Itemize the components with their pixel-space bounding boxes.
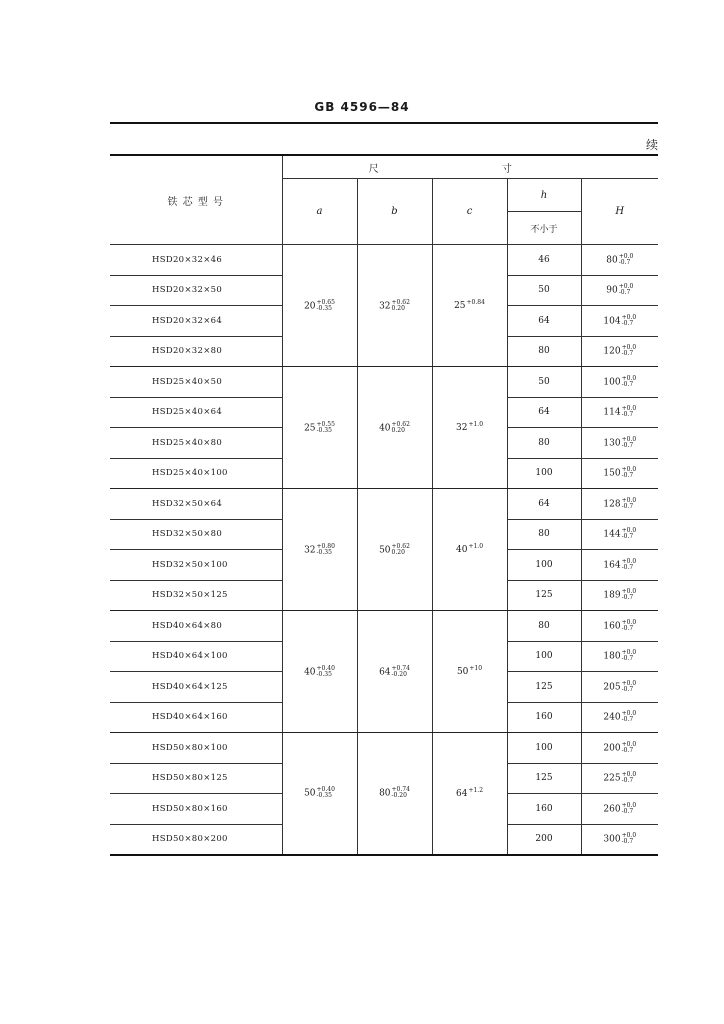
tolerance — [317, 787, 335, 799]
tolerance-upper: +0.0 — [621, 588, 637, 596]
tolerance-lower: 0.20 — [391, 304, 405, 312]
header-b: b — [357, 179, 432, 245]
tolerance-lower: -0.7 — [621, 502, 634, 510]
dim-a-cell-nominal: 32 — [304, 545, 316, 555]
tolerance — [622, 803, 637, 815]
tolerance — [622, 437, 637, 449]
dim-a-cell-nominal: 25 — [304, 423, 316, 433]
tolerance — [622, 528, 637, 540]
tolerance-upper: +0.0 — [621, 649, 637, 657]
tolerance-lower: -0.7 — [621, 746, 634, 754]
tolerance — [468, 422, 483, 428]
dim-H-nominal: 128 — [603, 499, 621, 510]
dim-c-cell — [432, 733, 507, 855]
dim-b-cell — [357, 611, 432, 733]
tolerance-upper: +0.0 — [621, 679, 637, 687]
tolerance-lower: -0.7 — [621, 655, 634, 663]
tolerance — [622, 498, 637, 510]
tolerance — [317, 422, 335, 434]
core-model-cell: HSD40×64×80 — [110, 611, 282, 642]
dim-a-cell — [282, 611, 357, 733]
table-row — [110, 733, 658, 764]
core-model-cell: HSD40×64×125 — [110, 672, 282, 703]
tolerance-upper: +10 — [469, 665, 483, 672]
tolerance-lower: -0.7 — [621, 533, 634, 541]
tolerance-lower: -0.35 — [316, 426, 332, 434]
tolerance-lower: -0.7 — [621, 716, 634, 724]
tolerance-upper: +0.0 — [621, 527, 637, 535]
tolerance — [622, 681, 637, 693]
dim-H-nominal: 240 — [603, 712, 621, 723]
tolerance-upper: +1.0 — [468, 543, 484, 550]
table-row — [110, 489, 658, 520]
tolerance-lower: -0.7 — [618, 289, 631, 297]
tolerance — [317, 666, 335, 678]
dim-c-cell-nominal: 40 — [455, 545, 468, 555]
tolerance — [622, 315, 637, 327]
dim-c-cell-nominal: 64 — [455, 788, 468, 799]
tolerance — [622, 711, 637, 723]
header-h-sub: 不小于 — [507, 212, 581, 245]
dim-H-nominal: 100 — [603, 377, 621, 388]
tolerance-upper: +0.0 — [621, 801, 637, 809]
tolerance — [392, 787, 410, 799]
tolerance-upper: +1.0 — [468, 421, 484, 428]
dim-H-cell — [581, 458, 658, 489]
dim-h-cell: 50 — [507, 367, 581, 398]
dim-a-cell-nominal: 50 — [304, 788, 316, 799]
tolerance-upper: +0.0 — [621, 405, 637, 413]
tolerance-upper: +0.0 — [621, 344, 637, 352]
tolerance-lower: 0.20 — [391, 426, 405, 434]
dim-H-nominal: 180 — [603, 651, 621, 662]
dim-c-cell-nominal: 25 — [454, 301, 466, 311]
dim-h-cell: 200 — [507, 824, 581, 855]
tolerance-upper: +0.0 — [621, 496, 637, 504]
tolerance-upper: +0.0 — [621, 740, 637, 748]
core-model-cell: HSD40×64×100 — [110, 641, 282, 672]
tolerance-lower: -0.7 — [618, 258, 631, 266]
dim-c-cell-nominal: 32 — [455, 423, 468, 433]
tolerance — [622, 833, 637, 845]
tolerance — [469, 666, 482, 672]
dim-H-cell — [581, 367, 658, 398]
tolerance-upper: +0.84 — [466, 299, 485, 306]
dim-H-cell — [581, 489, 658, 520]
dim-H-nominal: 300 — [603, 834, 621, 845]
dim-H-cell — [581, 641, 658, 672]
dim-H-nominal: 144 — [603, 529, 621, 540]
dim-H-cell — [581, 580, 658, 611]
tolerance — [622, 589, 637, 601]
tolerance — [468, 544, 483, 550]
tolerance-upper: +0.80 — [316, 542, 335, 550]
dim-H-nominal: 80 — [606, 255, 618, 266]
dim-h-cell: 80 — [507, 611, 581, 642]
tolerance — [622, 467, 637, 479]
dim-b-cell — [357, 245, 432, 367]
tolerance — [317, 300, 335, 312]
tolerance-upper: +0.40 — [316, 786, 335, 794]
core-model-cell: HSD20×32×46 — [110, 245, 282, 276]
tolerance — [622, 559, 637, 571]
tolerance — [392, 422, 410, 434]
core-model-cell: HSD25×40×64 — [110, 397, 282, 428]
dim-h-cell: 80 — [507, 336, 581, 367]
dim-H-nominal: 164 — [603, 560, 621, 571]
core-model-cell: HSD40×64×160 — [110, 702, 282, 733]
core-model-cell: HSD20×32×50 — [110, 275, 282, 306]
continued-label: 续 — [645, 138, 658, 152]
tolerance — [622, 650, 637, 662]
dim-H-nominal: 120 — [603, 346, 621, 357]
dim-H-nominal: 104 — [603, 316, 621, 327]
dim-H-cell — [581, 763, 658, 794]
tolerance-lower: -0.35 — [316, 670, 332, 678]
dim-h-cell: 125 — [507, 763, 581, 794]
standard-title: GB 4596—84 — [314, 100, 410, 114]
dim-a-cell — [282, 245, 357, 367]
tolerance-upper: +1.2 — [468, 786, 484, 794]
dim-c-cell — [432, 489, 507, 611]
tolerance — [622, 406, 637, 418]
table-row — [110, 245, 658, 276]
dim-h-cell: 46 — [507, 245, 581, 276]
tolerance — [622, 620, 637, 632]
tolerance-upper: +0.65 — [316, 298, 335, 306]
tolerance-lower: -0.7 — [621, 838, 634, 845]
dim-H-nominal: 205 — [603, 682, 621, 693]
tolerance-upper: +0.74 — [391, 664, 410, 672]
dim-c-cell — [432, 245, 507, 367]
table-body — [110, 245, 658, 855]
dim-h-cell: 64 — [507, 306, 581, 337]
dim-h-cell: 80 — [507, 519, 581, 550]
dim-H-cell — [581, 306, 658, 337]
dim-H-nominal: 90 — [606, 285, 618, 296]
tolerance-upper: +0.62 — [391, 420, 410, 428]
core-model-cell: HSD25×40×80 — [110, 428, 282, 459]
tolerance-lower: -0.7 — [621, 777, 634, 785]
core-model-cell: HSD32×50×100 — [110, 550, 282, 581]
core-model-cell: HSD50×80×100 — [110, 733, 282, 764]
header-dimensions: 尺 寸 — [282, 155, 658, 179]
dim-c-cell-nominal: 50 — [456, 667, 469, 677]
dim-h-cell: 64 — [507, 397, 581, 428]
dim-h-cell: 100 — [507, 733, 581, 764]
dimension-table — [110, 154, 658, 856]
dim-H-nominal: 150 — [603, 468, 621, 479]
dim-c-cell — [432, 367, 507, 489]
dim-a-cell-nominal: 40 — [304, 667, 316, 677]
tolerance — [468, 788, 483, 794]
dim-H-cell — [581, 611, 658, 642]
table-row — [110, 611, 658, 642]
header-h: h — [507, 179, 581, 212]
tolerance-lower: -0.7 — [621, 350, 634, 358]
dim-a-cell-nominal: 20 — [304, 301, 316, 311]
dim-b-cell-nominal: 50 — [379, 545, 391, 555]
dim-H-nominal: 200 — [603, 743, 621, 754]
tolerance — [622, 345, 637, 357]
dim-b-cell-nominal: 32 — [379, 301, 391, 311]
tolerance-upper: +0.0 — [621, 710, 637, 718]
dim-H-cell — [581, 397, 658, 428]
table-row — [110, 367, 658, 398]
dim-H-cell — [581, 428, 658, 459]
dim-H-cell — [581, 336, 658, 367]
tolerance-upper: +0.0 — [621, 618, 637, 626]
tolerance — [622, 376, 637, 388]
tolerance — [392, 544, 410, 556]
tolerance-lower: -0.20 — [391, 670, 407, 678]
dim-a-cell — [282, 367, 357, 489]
header-H: H — [581, 179, 658, 245]
tolerance-lower: -0.35 — [316, 304, 332, 312]
tolerance-lower: -0.7 — [621, 380, 634, 388]
tolerance — [392, 300, 410, 312]
tolerance-upper: +0.74 — [391, 786, 410, 794]
dim-H-cell — [581, 672, 658, 703]
tolerance — [619, 254, 634, 266]
tolerance — [467, 300, 485, 306]
core-model-cell: HSD32×50×125 — [110, 580, 282, 611]
dim-b-cell — [357, 367, 432, 489]
tolerance-lower: -0.7 — [621, 411, 634, 419]
dim-h-cell: 50 — [507, 275, 581, 306]
tolerance-lower: -0.35 — [316, 548, 332, 556]
tolerance-upper: +0.62 — [391, 298, 410, 306]
top-rule — [110, 122, 658, 124]
tolerance-lower: 0.20 — [391, 548, 405, 556]
tolerance-lower: -0.20 — [391, 792, 407, 800]
tolerance-upper: +0.62 — [391, 542, 410, 550]
tolerance-lower: -0.7 — [621, 563, 634, 571]
dim-h-cell: 64 — [507, 489, 581, 520]
dim-b-cell — [357, 733, 432, 855]
tolerance-upper: +0.0 — [621, 466, 637, 474]
tolerance-lower: -0.7 — [621, 472, 634, 480]
tolerance-lower: -0.7 — [621, 594, 634, 602]
core-model-cell: HSD32×50×80 — [110, 519, 282, 550]
tolerance-lower: -0.7 — [621, 319, 634, 327]
dim-b-cell-nominal: 80 — [379, 788, 391, 799]
dim-b-cell-nominal: 40 — [379, 423, 391, 433]
tolerance-upper: +0.55 — [316, 420, 335, 428]
dim-H-nominal: 130 — [603, 438, 621, 449]
tolerance — [392, 666, 410, 678]
tolerance-lower: -0.7 — [621, 441, 634, 449]
dim-b-cell — [357, 489, 432, 611]
dim-h-cell: 100 — [507, 550, 581, 581]
dim-H-cell — [581, 245, 658, 276]
dim-h-cell: 100 — [507, 641, 581, 672]
dim-H-cell — [581, 702, 658, 733]
header-c: c — [432, 179, 507, 245]
dim-a-cell — [282, 733, 357, 855]
tolerance-upper: +0.0 — [621, 313, 637, 321]
dim-h-cell: 125 — [507, 672, 581, 703]
dim-H-cell — [581, 824, 658, 855]
dim-H-cell — [581, 275, 658, 306]
dim-H-nominal: 225 — [603, 773, 621, 784]
dim-H-cell — [581, 794, 658, 825]
dim-H-nominal: 114 — [603, 407, 621, 418]
tolerance-upper: +0.0 — [621, 374, 637, 382]
dim-H-cell — [581, 519, 658, 550]
tolerance — [622, 742, 637, 754]
tolerance-upper: +0.0 — [621, 832, 637, 839]
tolerance-upper: +0.0 — [618, 283, 634, 291]
core-model-cell: HSD50×80×125 — [110, 763, 282, 794]
tolerance-upper: +0.0 — [621, 435, 637, 443]
dim-a-cell — [282, 489, 357, 611]
core-model-cell: HSD20×32×64 — [110, 306, 282, 337]
dim-h-cell: 160 — [507, 794, 581, 825]
tolerance-lower: -0.7 — [621, 807, 634, 815]
core-model-cell: HSD32×50×64 — [110, 489, 282, 520]
tolerance — [317, 544, 335, 556]
tolerance-upper: +0.0 — [621, 771, 637, 779]
core-model-cell: HSD50×80×160 — [110, 794, 282, 825]
dim-H-nominal: 160 — [603, 621, 621, 632]
dim-h-cell: 100 — [507, 458, 581, 489]
tolerance-lower: -0.7 — [621, 685, 634, 693]
header-model: 铁 芯 型 号 — [110, 155, 282, 245]
core-model-cell: HSD25×40×100 — [110, 458, 282, 489]
dim-H-nominal: 260 — [603, 804, 621, 815]
core-model-cell: HSD50×80×200 — [110, 824, 282, 855]
tolerance-upper: +0.0 — [621, 557, 637, 565]
tolerance — [619, 284, 634, 296]
dimension-table-container — [110, 154, 658, 856]
dim-b-cell-nominal: 64 — [379, 667, 391, 677]
dim-H-cell — [581, 550, 658, 581]
tolerance-lower: -0.35 — [316, 792, 332, 800]
dim-h-cell: 125 — [507, 580, 581, 611]
core-model-cell: HSD20×32×80 — [110, 336, 282, 367]
dim-H-cell — [581, 733, 658, 764]
tolerance — [622, 772, 637, 784]
dim-H-nominal: 189 — [603, 590, 621, 601]
dim-h-cell: 160 — [507, 702, 581, 733]
dim-h-cell: 80 — [507, 428, 581, 459]
header-a: a — [282, 179, 357, 245]
tolerance-upper: +0.0 — [618, 252, 634, 260]
dim-c-cell — [432, 611, 507, 733]
tolerance-lower: -0.7 — [621, 624, 634, 632]
tolerance-upper: +0.40 — [316, 664, 335, 672]
core-model-cell: HSD25×40×50 — [110, 367, 282, 398]
